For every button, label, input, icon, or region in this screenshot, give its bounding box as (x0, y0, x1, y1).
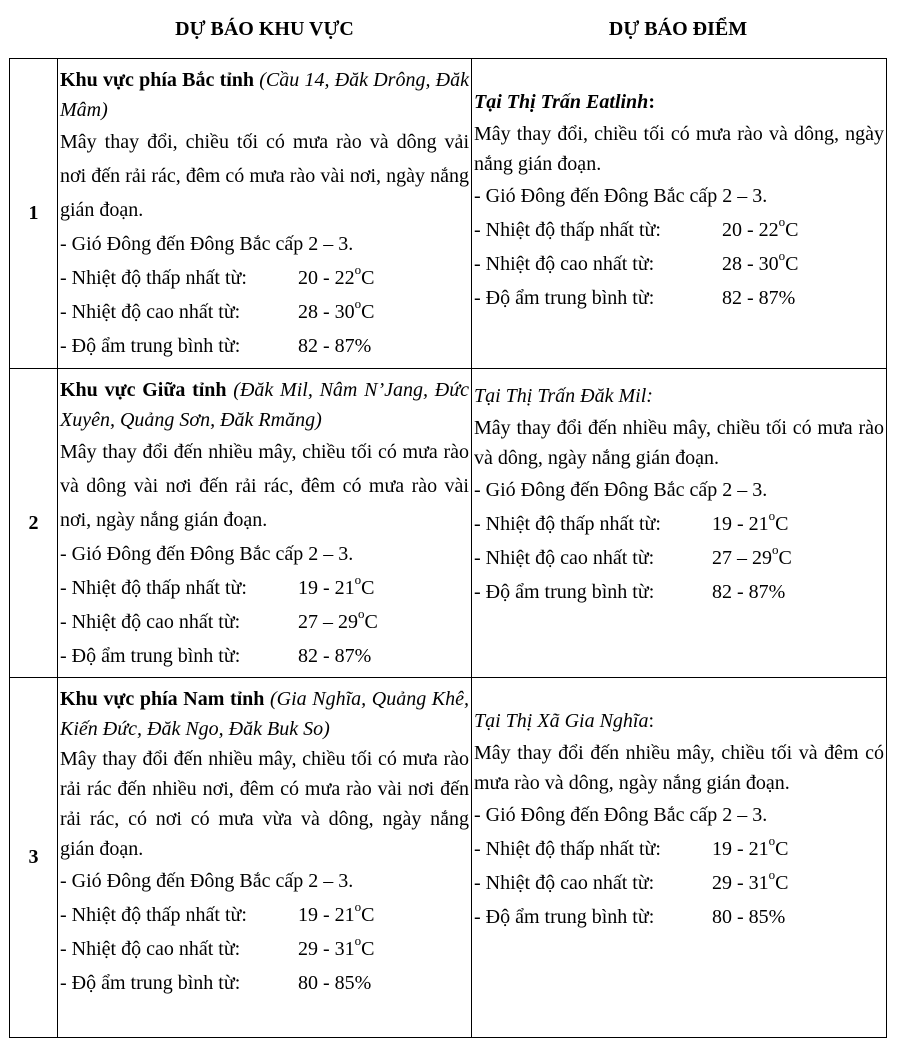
region-temp-min-label: - Nhiệt độ thấp nhất từ: (60, 904, 247, 926)
region-temp-max (60, 295, 469, 329)
region-title-italic: (Gia Nghĩa, Quảng Khê, Kiến Đức, Đăk Ngo, Đăk Buk So) (60, 688, 469, 740)
point-wind: - Gió Đông đến Đông Bắc cấp 2 – 3. (474, 804, 768, 826)
region-temp-min-label: - Nhiệt độ thấp nhất từ: (60, 267, 247, 289)
regional-forecast-cell (58, 59, 472, 369)
point-humidity-label: - Độ ẩm trung bình từ: (474, 906, 655, 928)
region-temp-min (60, 898, 469, 932)
point-humidity-value: 82 - 87% (712, 581, 786, 603)
regional-forecast-cell (58, 369, 472, 678)
forecast-row (10, 59, 887, 369)
region-temp-max-label: - Nhiệt độ cao nhất từ: (60, 611, 241, 633)
region-humidity-label: - Độ ẩm trung bình từ: (60, 645, 241, 667)
point-humidity (474, 281, 884, 315)
regional-forecast-cell (58, 678, 472, 1038)
point-temp-max-value: 28 - 30$^o$C (722, 248, 799, 275)
forecast-table (9, 58, 887, 1038)
region-title (60, 375, 469, 435)
row-number-cell (10, 59, 58, 369)
point-temp-max-value: 29 - 31$^o$C (712, 867, 789, 894)
point-humidity (474, 575, 884, 609)
region-humidity-label: - Độ ẩm trung bình từ: (60, 335, 241, 357)
region-humidity-value: 82 - 87% (298, 335, 372, 357)
point-title: Tại Thị Trấn Đăk Mil: (474, 385, 653, 407)
region-temp-min-label: - Nhiệt độ thấp nhất từ: (60, 577, 247, 599)
region-temp-min (60, 571, 469, 605)
region-humidity (60, 639, 469, 673)
row-number: 2 (28, 511, 39, 534)
point-temp-max-value: 27 – 29$^o$C (712, 542, 792, 569)
region-description: Mây thay đổi đến nhiều mây, chiều tối có mưa rào và dông vài nơi đến rải rác, đêm có mưa rào vài nơi, ngày nắng gián đoạn. (60, 441, 469, 531)
region-temp-max-value: 29 - 31$^o$C (298, 933, 375, 960)
region-temp-max-label: - Nhiệt độ cao nhất từ: (60, 301, 241, 323)
point-humidity-value: 80 - 85% (712, 906, 786, 928)
region-temp-min-value: 19 - 21$^o$C (298, 572, 375, 599)
region-title-bold: Khu vực Giữa tỉnh (60, 379, 227, 401)
point-temp-min-value: 19 - 21$^o$C (712, 833, 789, 860)
point-temp-max (474, 866, 884, 900)
region-humidity (60, 329, 469, 363)
row-number-cell (10, 369, 58, 678)
point-temp-max-label: - Nhiệt độ cao nhất từ: (474, 547, 655, 569)
point-temp-min (474, 832, 884, 866)
point-description: Mây thay đổi đến nhiều mây, chiều tối và đêm có mưa rào và dông, ngày nắng gián đoạn. (474, 742, 884, 794)
forecast-row (10, 369, 887, 678)
regional-forecast-header: DỰ BÁO KHU VỰC (175, 18, 354, 40)
region-temp-max (60, 932, 469, 966)
point-temp-min (474, 213, 884, 247)
point-temp-min (474, 507, 884, 541)
region-temp-max-value: 27 – 29$^o$C (298, 606, 378, 633)
point-temp-max (474, 247, 884, 281)
row-number: 3 (28, 846, 39, 868)
region-title (60, 684, 469, 744)
region-title-bold: Khu vực phía Bắc tỉnh (60, 69, 255, 91)
region-wind: - Gió Đông đến Đông Bắc cấp 2 – 3. (60, 870, 354, 892)
region-temp-max-value: 28 - 30$^o$C (298, 296, 375, 323)
region-humidity (60, 966, 469, 1000)
point-description: Mây thay đổi đến nhiều mây, chiều tối có mưa rào và dông, ngày nắng gián đoạn. (474, 417, 884, 469)
region-temp-max-label: - Nhiệt độ cao nhất từ: (60, 938, 241, 960)
point-humidity-label: - Độ ẩm trung bình từ: (474, 287, 655, 309)
forecast-row (10, 678, 887, 1038)
point-forecast-cell (472, 369, 887, 678)
point-temp-min-value: 19 - 21$^o$C (712, 508, 789, 535)
row-number: 1 (28, 202, 39, 224)
point-humidity-label: - Độ ẩm trung bình từ: (474, 581, 655, 603)
point-title: Tại Thị Trấn Eatlinh: (474, 91, 655, 113)
row-number-cell (10, 678, 58, 1038)
point-temp-min-label: - Nhiệt độ thấp nhất từ: (474, 513, 661, 535)
point-temp-max (474, 541, 884, 575)
region-humidity-value: 82 - 87% (298, 645, 372, 667)
point-description: Mây thay đổi, chiều tối có mưa rào và dông, ngày nắng gián đoạn. (474, 123, 884, 175)
point-humidity (474, 900, 884, 934)
point-temp-max-label: - Nhiệt độ cao nhất từ: (474, 872, 655, 894)
region-humidity-label: - Độ ẩm trung bình từ: (60, 972, 241, 994)
region-description: Mây thay đổi, chiều tối có mưa rào và dông vải nơi đến rải rác, đêm có mưa rào vài nơi, ngày nắng gián đoạn. (60, 131, 469, 221)
point-temp-min-label: - Nhiệt độ thấp nhất từ: (474, 219, 661, 241)
region-title-bold: Khu vực phía Nam tỉnh (60, 688, 265, 710)
region-wind: - Gió Đông đến Đông Bắc cấp 2 – 3. (60, 543, 354, 565)
point-temp-min-label: - Nhiệt độ thấp nhất từ: (474, 838, 661, 860)
point-temp-max-label: - Nhiệt độ cao nhất từ: (474, 253, 655, 275)
point-temp-min-value: 20 - 22$^o$C (722, 214, 799, 241)
region-description: Mây thay đổi đến nhiều mây, chiều tối có mưa rào rải rác đến nhiều nơi, đêm có mưa rào vài nơi đến rải rác, có nơi có mưa vừa và dông, ngày nắng gián đoạn. (60, 748, 469, 860)
point-title: Tại Thị Xã Gia Nghĩa: (474, 710, 655, 732)
point-wind: - Gió Đông đến Đông Bắc cấp 2 – 3. (474, 185, 768, 207)
region-humidity-value: 80 - 85% (298, 972, 372, 994)
region-title-italic: (Đăk Mil, Nâm N’Jang, Đức Xuyên, Quảng Sơn, Đăk Rmăng) (60, 379, 469, 431)
point-humidity-value: 82 - 87% (722, 287, 796, 309)
point-wind: - Gió Đông đến Đông Bắc cấp 2 – 3. (474, 479, 768, 501)
region-temp-min-value: 19 - 21$^o$C (298, 899, 375, 926)
region-title (60, 65, 469, 125)
region-temp-min (60, 261, 469, 295)
region-title-italic: (Cầu 14, Đăk Drông, Đăk Mâm) (60, 69, 469, 121)
point-forecast-header: DỰ BÁO ĐIỂM (608, 18, 748, 40)
region-wind: - Gió Đông đến Đông Bắc cấp 2 – 3. (60, 233, 354, 255)
region-temp-max (60, 605, 469, 639)
point-forecast-cell (472, 678, 887, 1038)
point-forecast-cell (472, 59, 887, 369)
region-temp-min-value: 20 - 22$^o$C (298, 262, 375, 289)
